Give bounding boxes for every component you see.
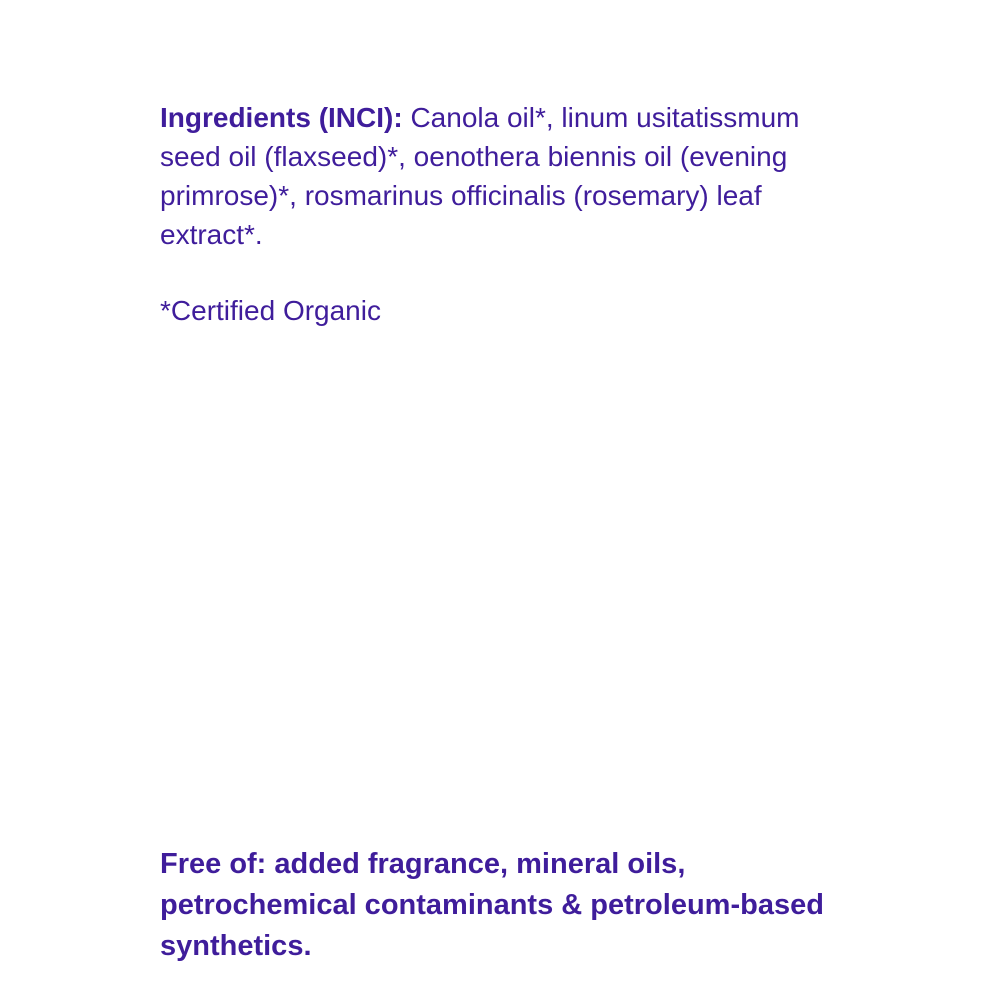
free-of-statement: Free of: added fragrance, mineral oils, petrochemical contaminants & petroleum-based synthetics.	[160, 848, 824, 962]
certification-note: *Certified Organic	[160, 295, 381, 326]
ingredients-paragraph	[160, 98, 840, 254]
ingredients-list: Canola oil*, linum usitatissmum seed oil (flaxseed)*, oenothera biennis oil (evening primrose)*, rosmarinus officinalis (rosemary) leaf extract*.	[160, 102, 800, 250]
ingredients-heading: Ingredients (INCI):	[160, 102, 403, 133]
